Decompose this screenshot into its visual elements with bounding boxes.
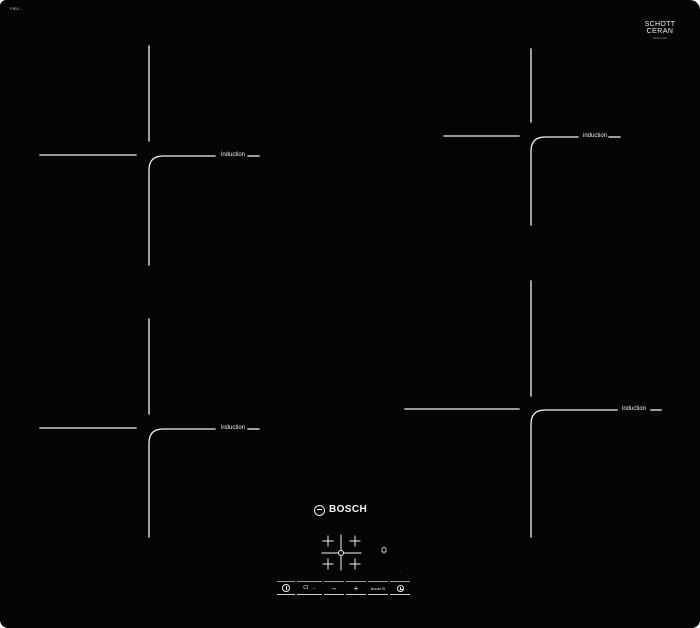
glass-maker-line3: ceran.com	[652, 36, 667, 40]
zone-label-bottom-right: induction	[622, 406, 647, 412]
glass-maker-line1: SCHOTT	[644, 21, 676, 28]
main-switch-button[interactable]	[277, 581, 295, 595]
boost-button[interactable]: boost Θ	[368, 581, 388, 595]
power-icon	[282, 584, 290, 592]
clock-icon	[397, 585, 404, 592]
zone-label-bottom-left: induction	[221, 425, 246, 431]
zone-label-top-right: induction	[583, 133, 608, 139]
model-number: PIE6...	[10, 6, 23, 11]
control-panel	[277, 581, 410, 595]
bell-icon	[380, 546, 388, 554]
hz-label: ...	[400, 569, 403, 573]
brand-logo	[314, 503, 367, 517]
glass-maker-logo	[644, 21, 676, 40]
minus-button[interactable]: –	[324, 581, 344, 595]
plus-button[interactable]: +	[346, 581, 366, 595]
bosch-armature-icon	[314, 505, 325, 516]
brand-name: BOSCH	[329, 504, 368, 515]
timer-button[interactable]	[390, 581, 410, 595]
glass-maker-line2: CERAN	[646, 28, 674, 35]
childlock-button[interactable]: Cl →	[297, 581, 322, 595]
zone-selector-keys[interactable]	[322, 535, 361, 570]
zone-label-top-left: induction	[221, 152, 246, 158]
